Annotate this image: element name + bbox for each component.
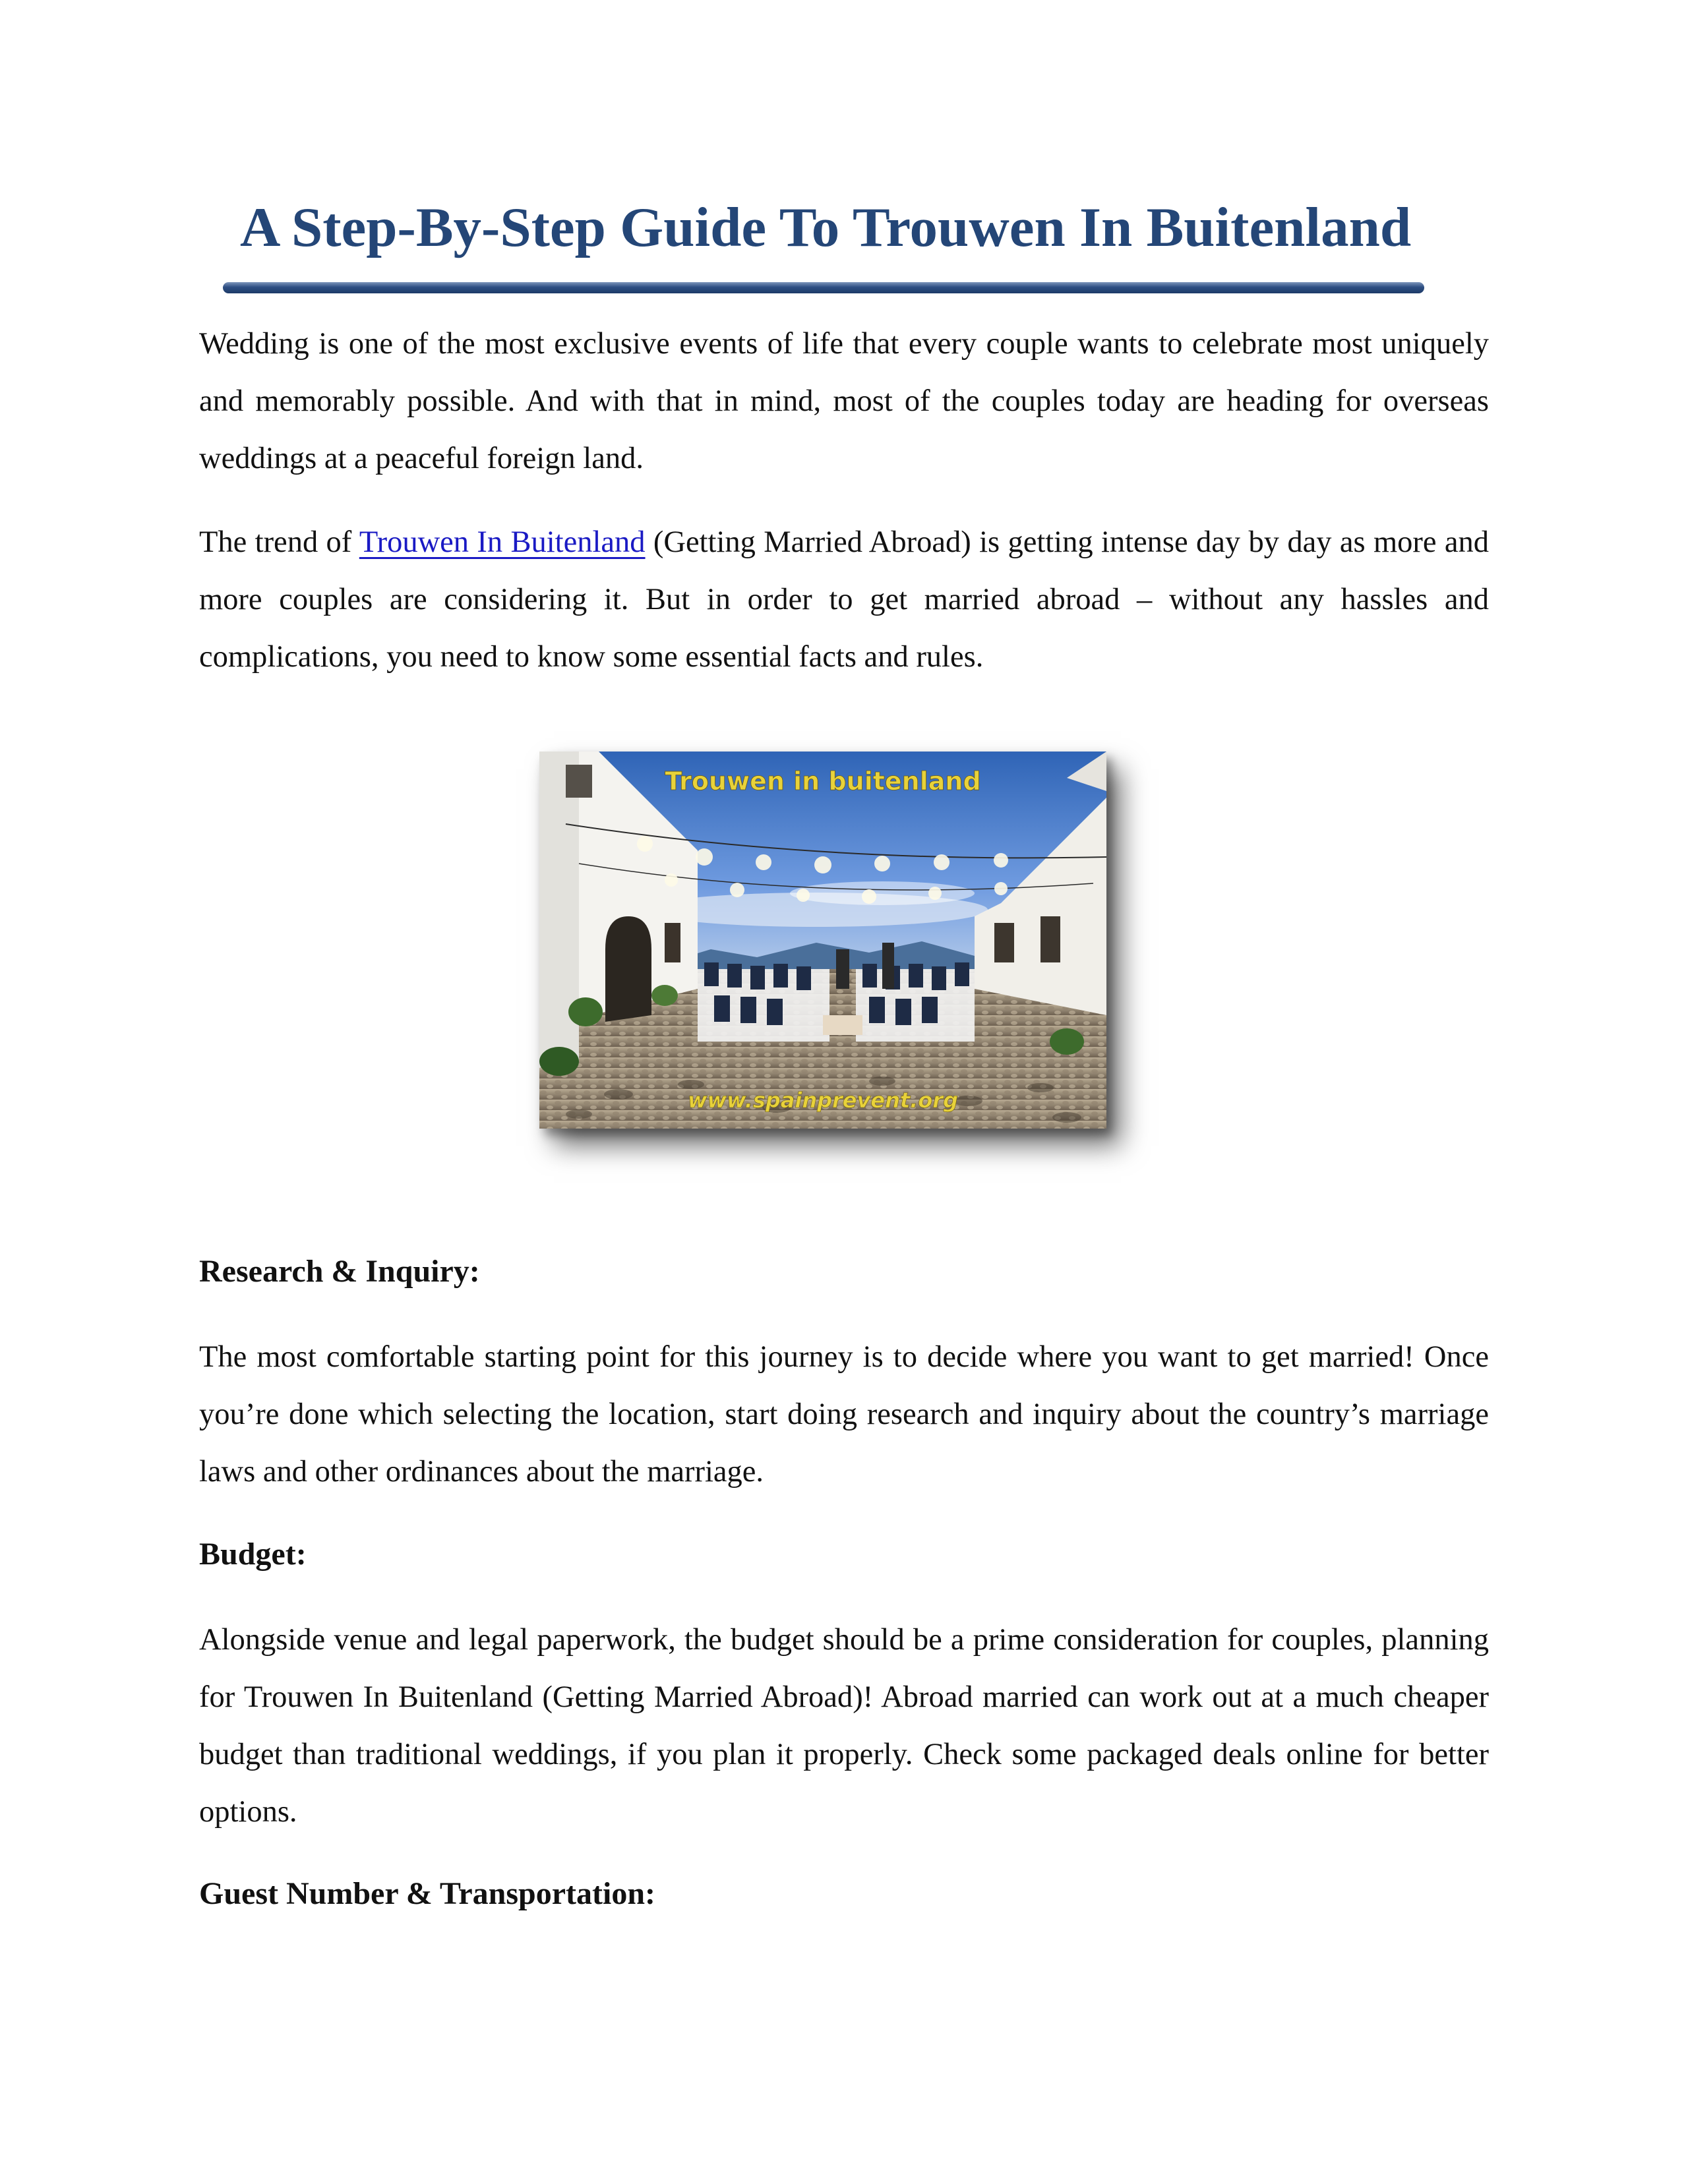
trend-paragraph-before-link: The trend of — [199, 525, 359, 559]
trouwen-in-buitenland-link[interactable]: Trouwen In Buitenland — [359, 525, 646, 559]
section-body-research: The most comfortable starting point for this journey is to decide where you want to get married! Once you’re done which selecting the location, start doing research and inquiry about the country’s marriage laws and other ordinances about the marriage. — [199, 1340, 1489, 1489]
wedding-venue-photo — [539, 752, 1106, 1129]
photo-caption-top: Trouwen in buitenland — [665, 767, 981, 796]
title-underline-rule — [223, 282, 1424, 293]
intro-paragraph: Wedding is one of the most exclusive events of life that every couple wants to celebrate most uniquely and memorably possible. And with that in mind, most of the couples today are heading for overseas weddings at a peaceful foreign land. — [199, 327, 1489, 475]
page-title: A Step-By-Step Guide To Trouwen In Buitenland — [240, 196, 1412, 258]
photo-caption-bottom: www.spainprevent.org — [688, 1088, 958, 1113]
section-heading-budget: Budget: — [199, 1537, 307, 1572]
trend-paragraph — [199, 514, 1489, 686]
trend-paragraph-after-link: (Getting Married Abroad) is getting intense day by day as more and more couples are considering it. But in order to get married abroad – without any hassles and complications, you need to know some essential facts and rules. — [199, 525, 1490, 674]
section-heading-research: Research & Inquiry: — [199, 1254, 480, 1289]
section-body-budget: Alongside venue and legal paperwork, the budget should be a prime consideration for couples, planning for Trouwen In Buitenland (Getting Married Abroad)! Abroad married can work out at a much cheaper budget than traditional weddings, if you plan it properly. Check some packaged deals online for better options. — [199, 1623, 1489, 1829]
section-heading-guest-transport: Guest Number & Transportation: — [199, 1876, 656, 1911]
